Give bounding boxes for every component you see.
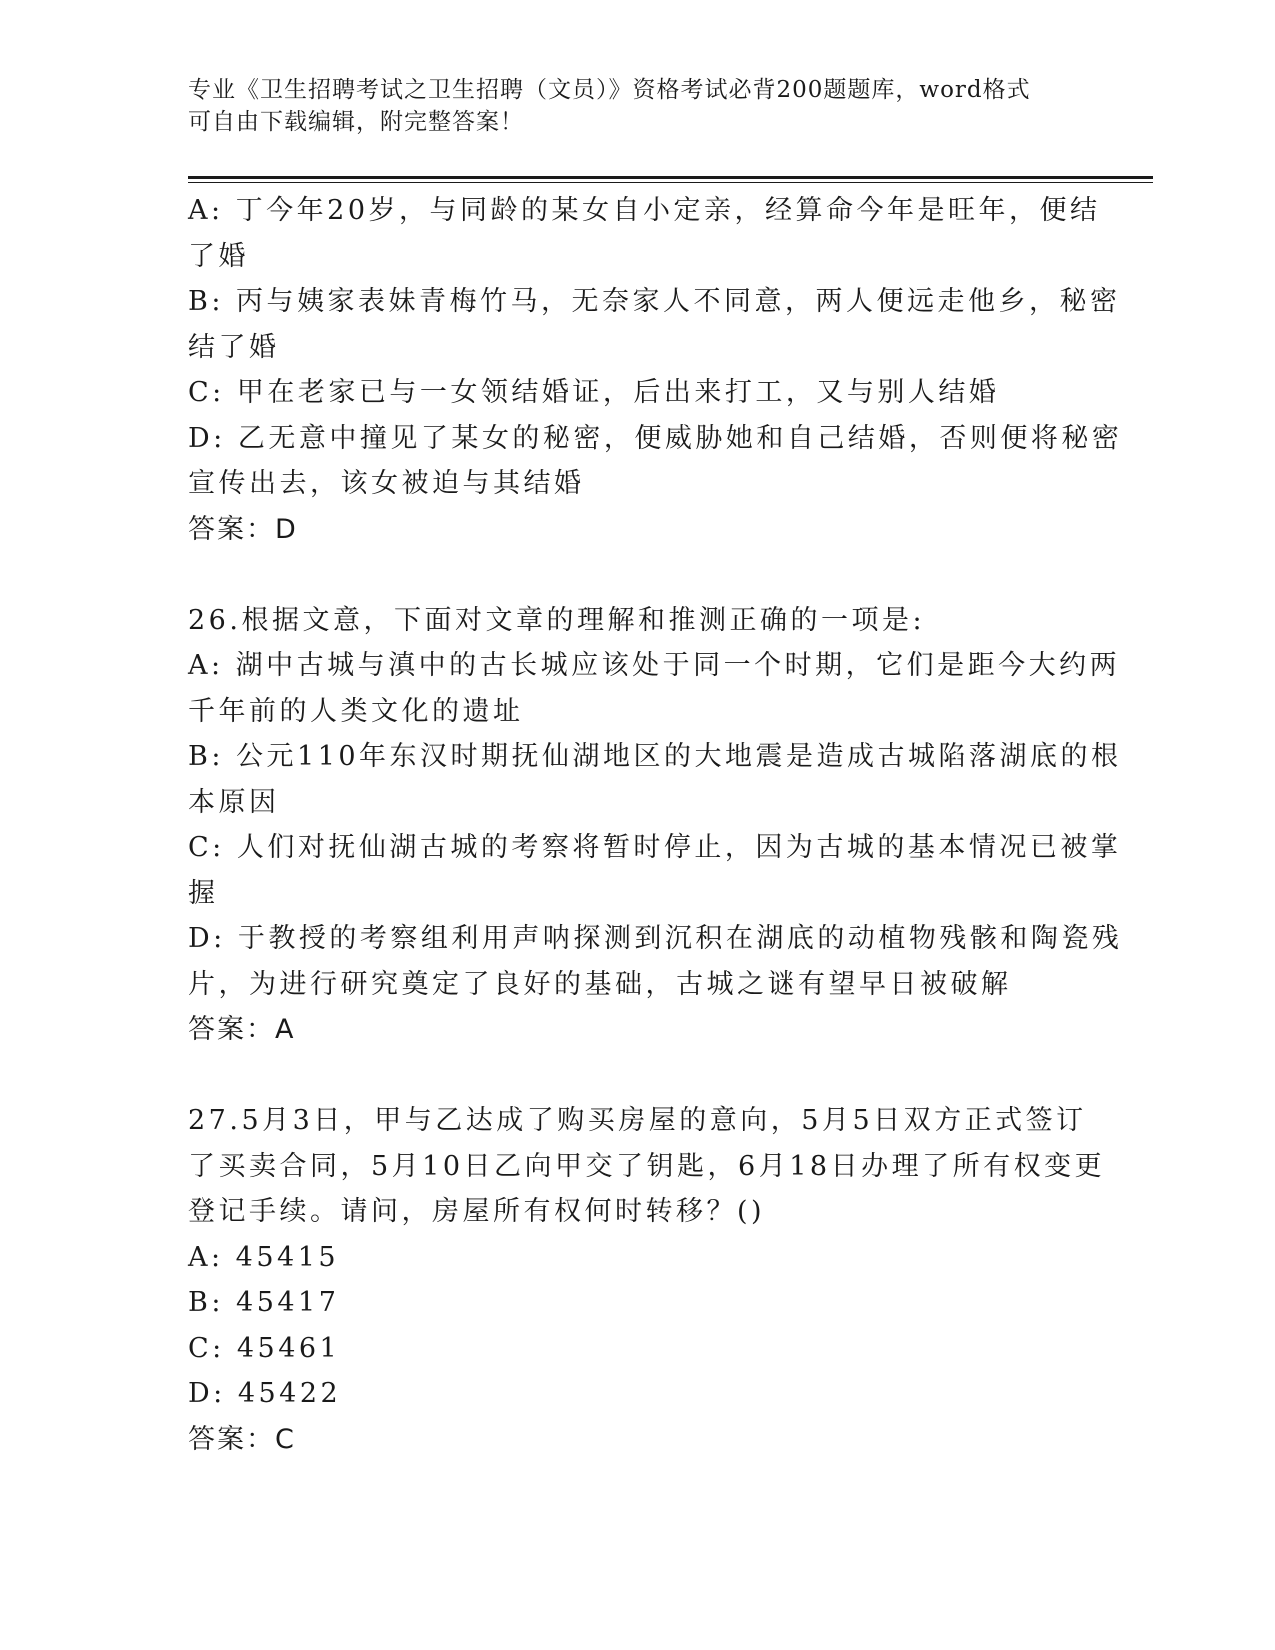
header-line-2: 可自由下载编辑，附完整答案！ <box>188 109 524 135</box>
option-b-line-1: B: 公元110年东汉时期抚仙湖地区的大地震是造成古城陷落湖底的根 <box>188 741 1122 772</box>
option-d-line-1: D: 乙无意中撞见了某女的秘密，便威胁她和自己结婚，否则便将秘密 <box>188 422 1123 454</box>
option-b-line-1: B: 丙与姨家表妹青梅竹马，无奈家人不同意，两人便远走他乡，秘密 <box>188 286 1121 317</box>
document-header <box>188 74 1088 138</box>
option-c-line-2: 握 <box>188 877 219 909</box>
option-d-line-1: D: 于教授的考察组利用声呐探测到沉积在湖底的动植物残骸和陶瓷残 <box>188 923 1123 954</box>
option-c-line-1: C: 人们对抚仙湖古城的考察将暂时停止，因为古城的基本情况已被掌 <box>188 832 1122 863</box>
option-b-line-2: 结了婚 <box>188 331 280 363</box>
option-d-line-2: 片，为进行研究奠定了良好的基础，古城之谜有望早日被破解 <box>188 968 1012 1000</box>
answer-26: 答案：A <box>188 1014 296 1045</box>
question-27-line-2: 了买卖合同，5月10日乙向甲交了钥匙，6月18日办理了所有权变更 <box>188 1150 1106 1182</box>
question-27-line-3: 登记手续。请问，房屋所有权何时转移？() <box>188 1196 766 1227</box>
header-rule-thick <box>188 176 1153 179</box>
question-27-line-1: 27.5月3日，甲与乙达成了购买房屋的意向，5月5日双方正式签订 <box>188 1105 1087 1136</box>
option-d: D: 45422 <box>188 1378 342 1409</box>
option-b-line-2: 本原因 <box>188 786 280 818</box>
header-rule-thin <box>188 182 1153 183</box>
answer-27: 答案：C <box>188 1423 296 1455</box>
document-body <box>188 188 1123 1462</box>
question-26-text: 26.根据文意，下面对文章的理解和推测正确的一项是: <box>188 604 926 636</box>
option-c-line-1: C: 甲在老家已与一女领结婚证，后出来打工，又与别人结婚 <box>188 377 1000 408</box>
question-27-block <box>188 1098 1106 1462</box>
question-25-block <box>188 188 1123 552</box>
option-c: C: 45461 <box>188 1332 341 1364</box>
answer-25: 答案：D <box>188 513 298 545</box>
option-a-line-2: 千年前的人类文化的遗址 <box>188 695 524 727</box>
option-a-line-1: A: 丁今年20岁，与同龄的某女自小定亲，经算命今年是旺年，便结 <box>188 195 1101 226</box>
header-line-1: 专业《卫生招聘考试之卫生招聘（文员）》资格考试必背200题题库，word格式 <box>188 77 1031 103</box>
spacer <box>188 552 1073 598</box>
question-26-block <box>188 598 1123 1053</box>
option-a-line-2: 了婚 <box>188 240 249 272</box>
option-b: B: 45417 <box>188 1287 340 1318</box>
option-a: A: 45415 <box>188 1241 340 1273</box>
spacer <box>188 1053 1073 1099</box>
option-a-line-1: A: 湖中古城与滇中的古长城应该处于同一个时期，它们是距今大约两 <box>188 650 1121 681</box>
option-d-line-2: 宣传出去，该女被迫与其结婚 <box>188 468 585 499</box>
